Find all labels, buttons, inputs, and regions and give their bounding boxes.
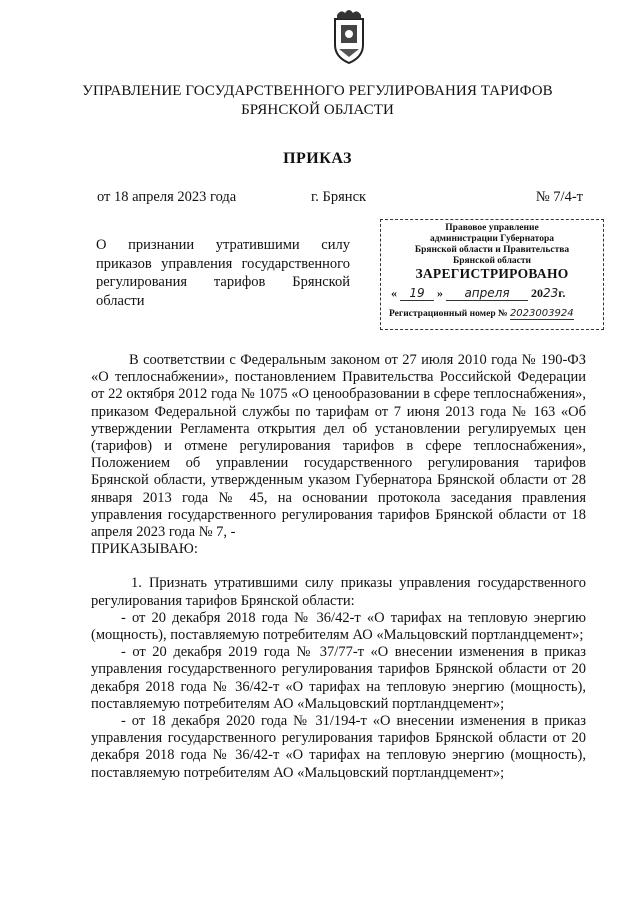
sub-item-3: - от 18 декабря 2020 года № 31/194-т «О внесении изменения в приказ управления государственного регулирования тарифов Брянской области от 20 декабря 2018 года № 36/42-т «О тарифах на тепловую энергию (мощность), поставляемую потребителям АО «Мальцовский портландцемент»; [91, 713, 586, 781]
stamp-line-2: администрации Губернатора [429, 234, 554, 244]
stamp-year-end: г. [558, 286, 566, 300]
stamp-date [391, 286, 565, 301]
stamp-day: 19 [400, 286, 434, 301]
stamp-month: апреля [446, 286, 528, 301]
organization-name [0, 82, 635, 120]
organization-line-2: БРЯНСКОЙ ОБЛАСТИ [241, 102, 394, 118]
preamble-paragraph: В соответствии с Федеральным законом от 27 июля 2010 года № 190-ФЗ «О теплоснабжении», постановлением Правительства Российской Федерации от 22 октября 2012 года № 1075 «О ценообразовании в сфере теплоснабжения», приказом Федеральной службы по тарифам от 7 июня 2013 года № 163 «Об утверждении Регламента открытия дел об установлении регулируемых цен (тарифов) и отмене регулирования тарифов в сфере теплоснабжения», Положением об управлении государственного регулирования тарифов Брянской области, утвержденным указом Губернатора Брянской области от 28 января 2013 года № 45, на основании протокола заседания правления управления государственного регулирования тарифов Брянской области от 18 апреля 2023 года № 7, - [91, 352, 586, 541]
document-body [91, 352, 586, 782]
stamp-reg-label: Регистрационный номер № [389, 309, 508, 319]
stamp-line-3: Брянской области и Правительства [414, 245, 570, 255]
order-word: ПРИКАЗЫВАЮ: [91, 541, 198, 558]
order-date: от 18 апреля 2023 года [97, 189, 237, 205]
stamp-year-suffix: 23 [543, 286, 559, 300]
stamp-reg-number: 2023003924 [509, 308, 574, 319]
stamp-registration-number [389, 308, 574, 319]
order-subject: О признании утратившими силу приказов управления государственного регулирования тарифов Брянской области [96, 237, 350, 309]
stamp-quote-open: « [391, 286, 397, 300]
stamp-line-1: Правовое управление [445, 223, 539, 233]
stamp-year-prefix: 20 [531, 286, 543, 300]
organization-line-1: УПРАВЛЕНИЕ ГОСУДАРСТВЕННОГО РЕГУЛИРОВАНИЯ ТАРИФОВ [82, 83, 553, 99]
stamp-line-4: Брянской области [452, 256, 532, 266]
bryansk-coat-of-arms-icon [327, 5, 371, 65]
stamp-registered-label: ЗАРЕГИСТРИРОВАНО [415, 266, 569, 281]
sub-item-1: - от 20 декабря 2018 года № 36/42-т «О тарифах на тепловую энергию (мощность), поставляемую потребителям АО «Мальцовский портландцемент»; [91, 609, 586, 644]
registration-stamp [380, 219, 604, 330]
sub-item-2: - от 20 декабря 2019 года № 37/77-т «О внесении изменения в приказ управления государственного регулирования тарифов Брянской области от 20 декабря 2018 года № 36/42-т «О тарифах на тепловую энергию (мощность), поставляемую потребителям АО «Мальцовский портландцемент»; [91, 644, 586, 712]
document-title: ПРИКАЗ [283, 150, 352, 167]
item-1: 1. Признать утратившими силу приказы управления государственного регулирования тарифов Брянской области: [91, 575, 586, 609]
order-number: № 7/4-т [535, 189, 583, 205]
order-city: г. Брянск [311, 189, 367, 205]
stamp-quote-close: » [437, 286, 443, 300]
